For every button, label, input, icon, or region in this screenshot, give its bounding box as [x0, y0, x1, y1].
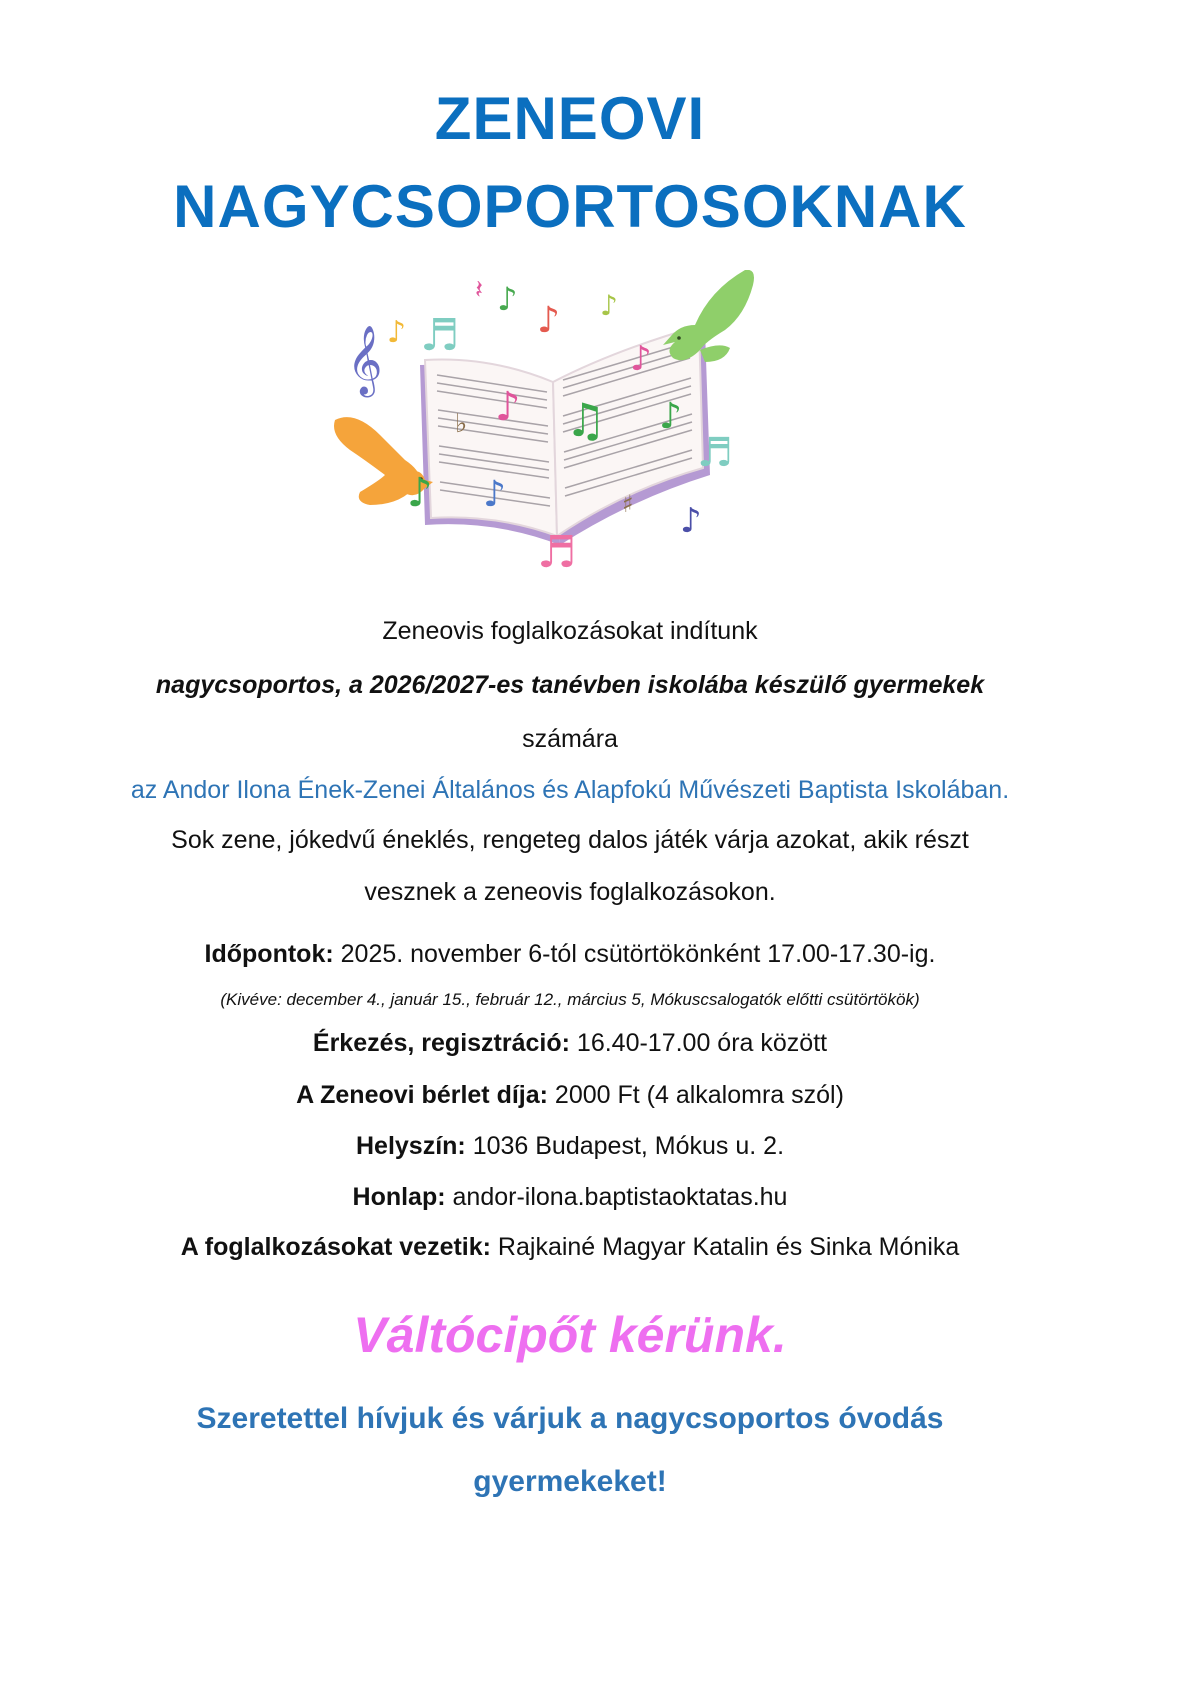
- fee-label: A Zeneovi bérlet díja:: [296, 1081, 548, 1109]
- intro-line-3: számára: [522, 725, 618, 753]
- svg-text:♪: ♪: [537, 300, 560, 341]
- svg-text:♬: ♬: [420, 310, 460, 361]
- intro-line-1: Zeneovis foglalkozásokat indítunk: [382, 617, 758, 645]
- svg-text:♪: ♪: [407, 470, 433, 516]
- leaders-value: Rajkainé Magyar Katalin és Sinka Mónika: [490, 1233, 960, 1261]
- reminder-heading: Váltócipőt kérünk.: [353, 1307, 787, 1363]
- svg-text:♪: ♪: [495, 384, 521, 430]
- times-label: Időpontok:: [204, 940, 334, 968]
- location-label: Helyszín:: [355, 1132, 466, 1160]
- svg-text:𝄽: 𝄽: [475, 275, 483, 305]
- music-book-birds-illustration: [325, 270, 805, 630]
- website-row: [0, 1183, 1140, 1212]
- svg-text:♫: ♫: [565, 393, 607, 447]
- title-line-2: NAGYCSOPORTOSOKNAK: [173, 173, 967, 240]
- arrival-value: 16.40-17.00 óra között: [569, 1029, 828, 1057]
- closing-line-1: Szeretettel hívjuk és várjuk a nagycsoportos óvodás: [196, 1402, 944, 1435]
- school-name: az Andor Ilona Ének-Zenei Általános és Alapfokú Művészeti Baptista Iskolában.: [130, 776, 1010, 804]
- leaders-row: [0, 1233, 1140, 1262]
- svg-text:♪: ♪: [659, 396, 682, 437]
- leaders-label: A foglalkozásokat vezetik:: [180, 1233, 491, 1261]
- closing-line-2: gyermekeket!: [473, 1465, 667, 1498]
- svg-text:♪: ♪: [483, 474, 506, 515]
- svg-text:♭: ♭: [455, 409, 468, 439]
- exceptions-note: (Kivéve: december 4., január 15., február 12., március 5, Mókuscsalogatók előtti csütörtökök): [220, 990, 920, 1009]
- svg-text:♪: ♪: [630, 339, 652, 379]
- svg-text:♪: ♪: [600, 289, 618, 322]
- svg-text:♪: ♪: [680, 501, 702, 541]
- svg-text:♬: ♬: [697, 430, 733, 476]
- svg-text:♯: ♯: [622, 490, 634, 518]
- intro-line-2: nagycsoportos, a 2026/2027-es tanévben iskolába készülő gyermekek: [155, 671, 985, 699]
- title-line-1: ZENEOVI: [434, 85, 706, 152]
- location-row: [0, 1132, 1140, 1161]
- fee-value: 2000 Ft (4 alkalomra szól): [547, 1081, 844, 1109]
- svg-text:♬: ♬: [537, 527, 577, 578]
- svg-text:♪: ♪: [497, 280, 518, 318]
- intro-line-6: vesznek a zeneovis foglalkozásokon.: [364, 878, 776, 906]
- website-value: andor-ilona.baptistaoktatas.hu: [445, 1183, 788, 1211]
- arrival-label: Érkezés, regisztráció:: [312, 1029, 570, 1057]
- times-row: [0, 940, 1140, 969]
- website-label: Honlap:: [352, 1183, 446, 1211]
- fee-row: [0, 1081, 1140, 1110]
- times-value: 2025. november 6-tól csütörtökönként 17.00-17.30-ig.: [333, 940, 936, 968]
- location-value: 1036 Budapest, Mókus u. 2.: [465, 1132, 785, 1160]
- svg-text:𝄞: 𝄞: [347, 325, 383, 395]
- green-bird-icon: [663, 270, 754, 362]
- svg-text:♪: ♪: [387, 315, 407, 350]
- intro-line-5: Sok zene, jókedvű éneklés, rengeteg dalos játék várja azokat, akik részt: [171, 826, 969, 854]
- arrival-row: [0, 1029, 1140, 1058]
